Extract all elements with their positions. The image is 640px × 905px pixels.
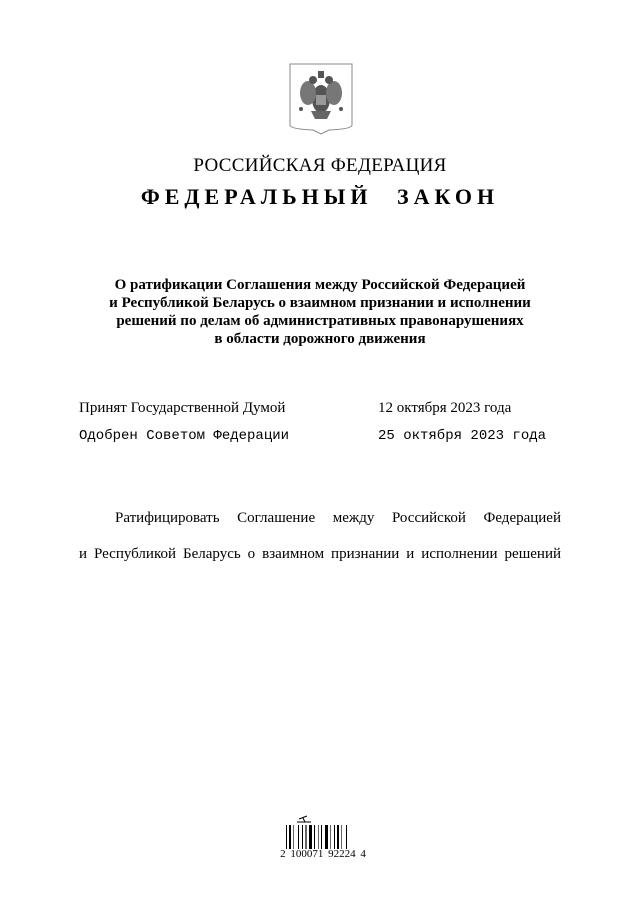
law-title <box>80 276 560 348</box>
council-approval-label: Одобрен Советом Федерации <box>79 428 290 444</box>
title-line: в области дорожного движения <box>214 331 426 347</box>
coat-of-arms-emblem <box>289 63 353 135</box>
council-approval-date: 25 октября 2023 года <box>378 428 547 444</box>
law-type-heading: ФЕДЕРАЛЬНЫЙ ЗАКОН <box>140 184 500 209</box>
duma-adoption-date: 12 октября 2023 года <box>378 400 512 416</box>
body-line: и Республикой Беларусь о взаимном признании и исполнении решений <box>79 546 561 562</box>
barcode-number: 2 100071 92224 4 <box>280 848 366 860</box>
country-heading: РОССИЙСКАЯ ФЕДЕРАЦИЯ <box>193 155 447 176</box>
title-line: решений по делам об административных правонарушениях <box>116 313 524 329</box>
duma-adoption-label: Принят Государственной Думой <box>79 400 286 416</box>
title-line: О ратификации Соглашения между Российской Федерацией <box>114 277 526 293</box>
body-line: Ратифицировать Соглашение между Российской Федерацией <box>115 510 561 526</box>
title-line: и Республикой Беларусь о взаимном признании и исполнении <box>109 295 531 311</box>
